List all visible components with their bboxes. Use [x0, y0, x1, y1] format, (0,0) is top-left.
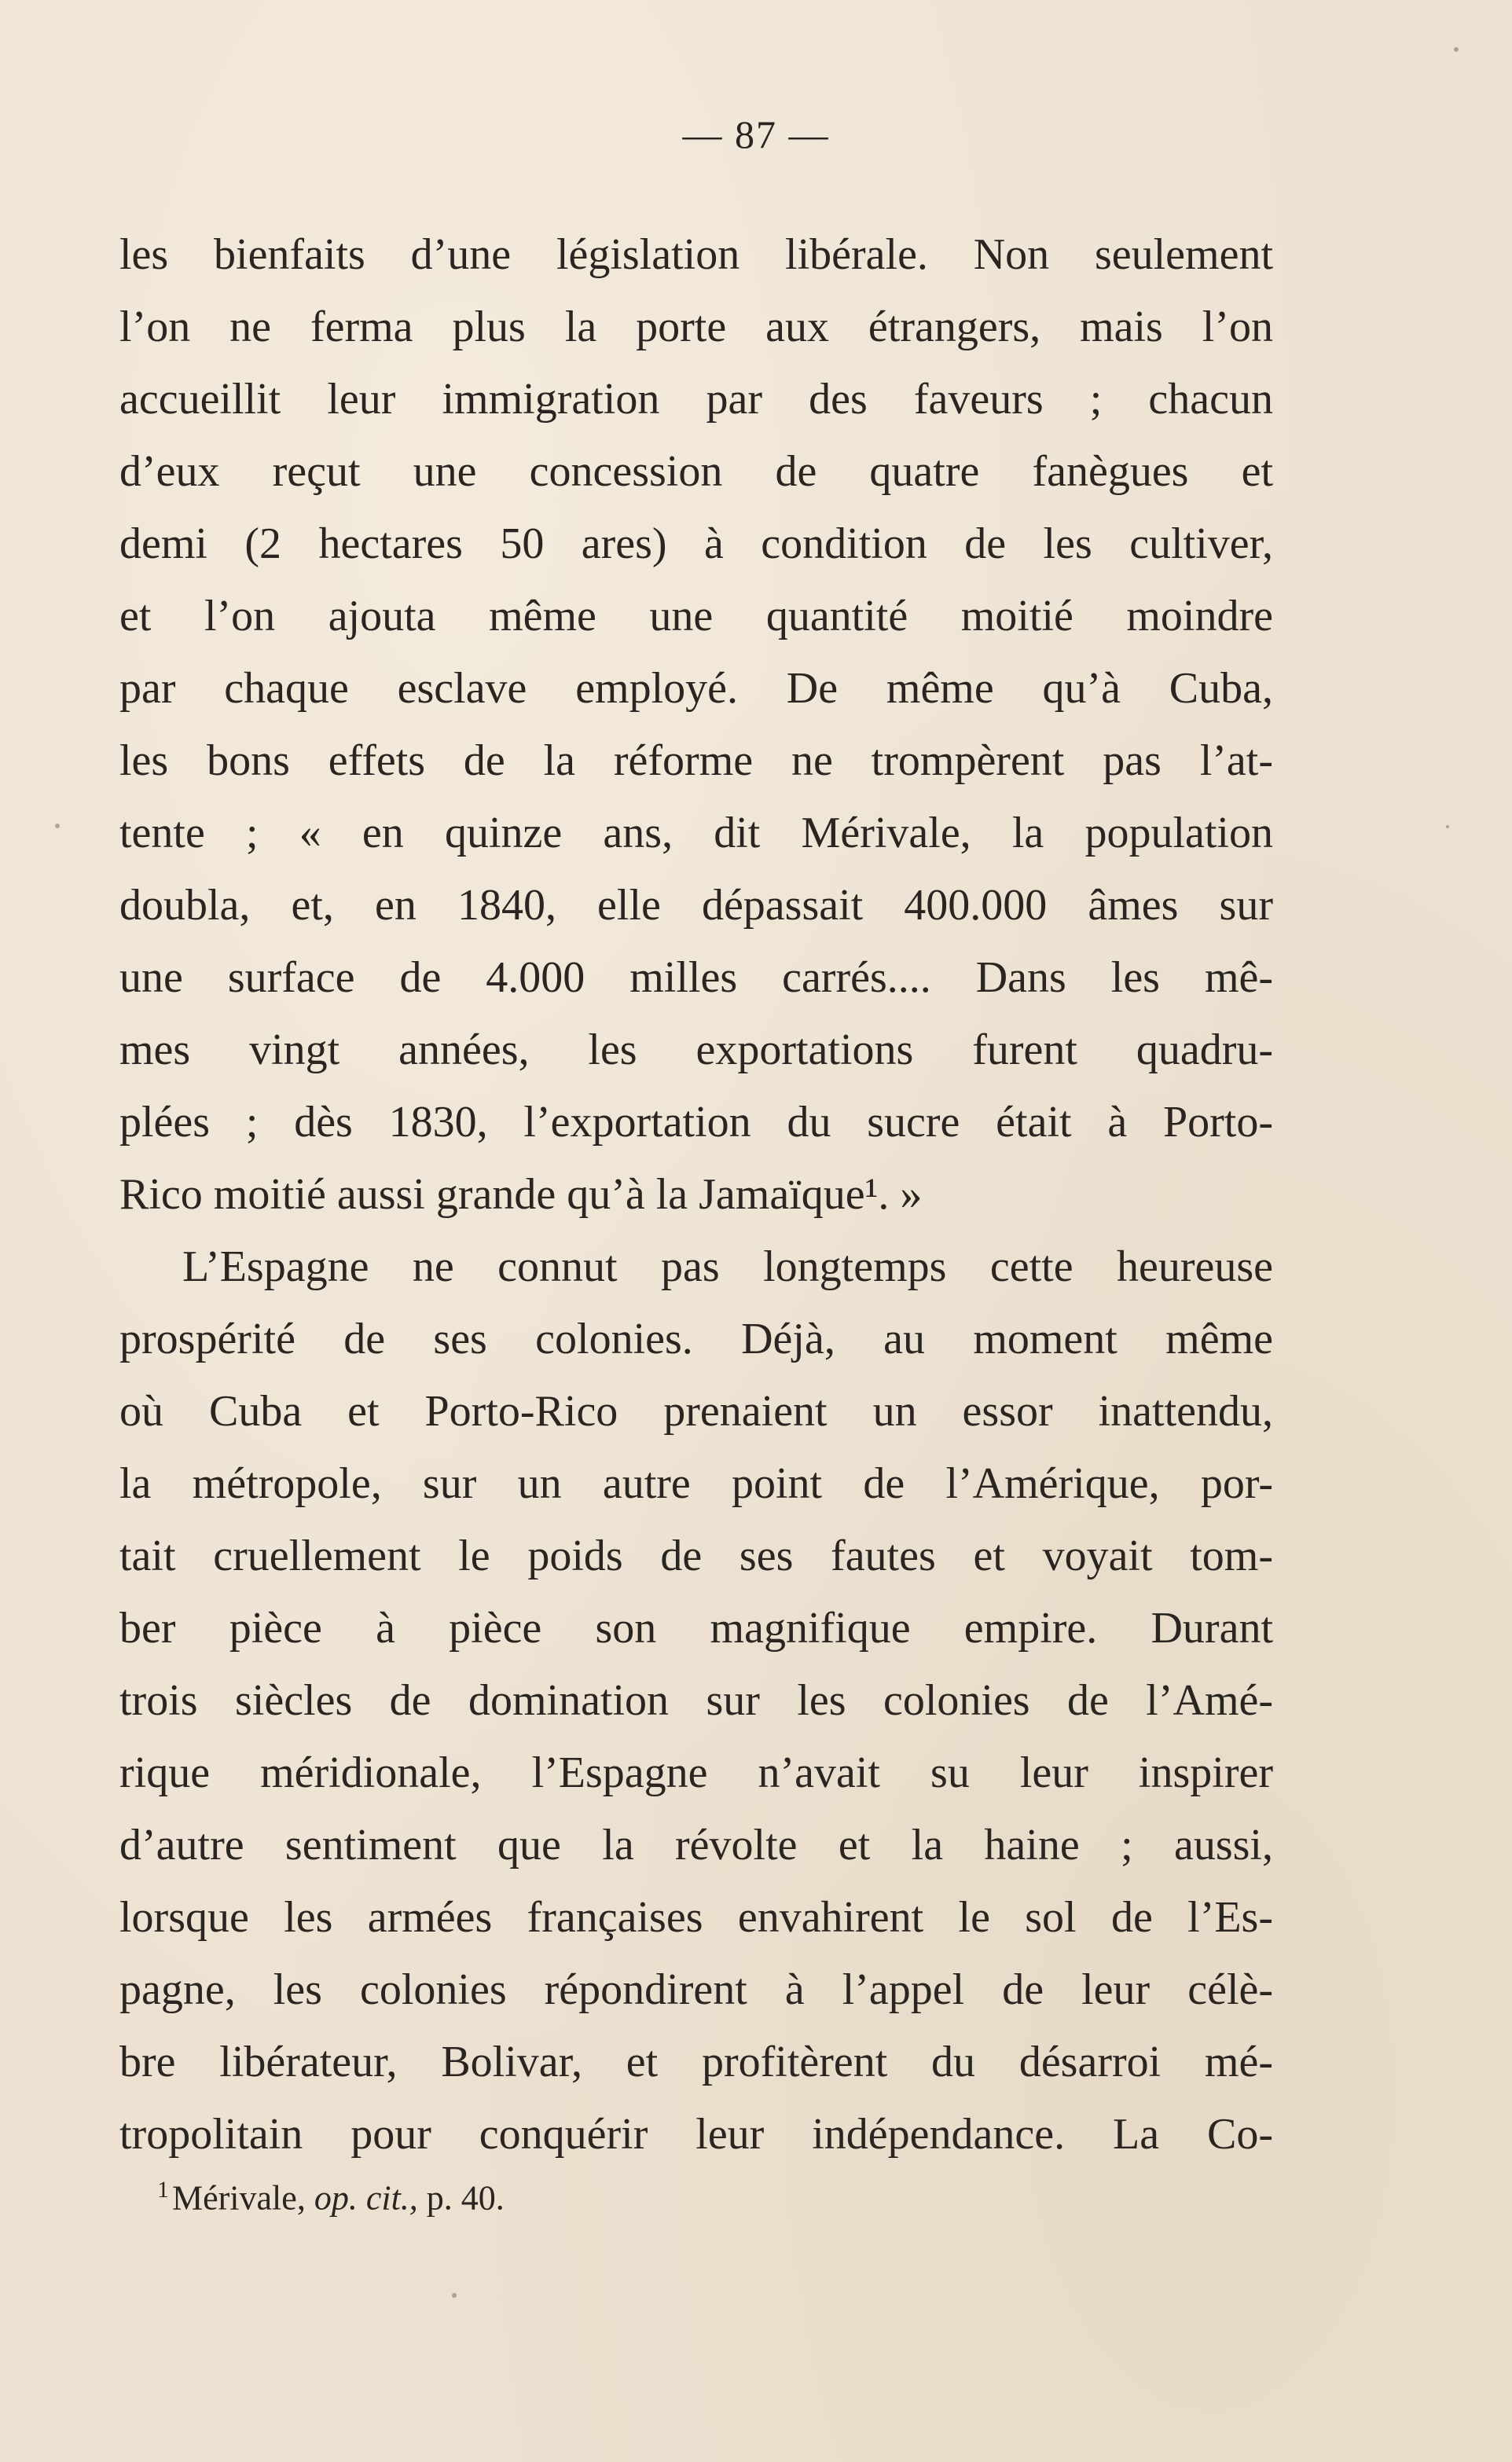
text-line: tait cruellement le poids de ses fautes et voyait tom-: [119, 1532, 1273, 1580]
footnote-work: op. cit.,: [314, 2178, 418, 2218]
text-line: tropolitain pour conquérir leur indépendance. La Co-: [119, 2110, 1273, 2159]
text-line: les bons effets de la réforme ne trompèrent pas l’at-: [119, 736, 1273, 785]
text-line: demi (2 hectares 50 ares) à condition de les cultiver,: [119, 519, 1273, 568]
text-line: ber pièce à pièce son magnifique empire. Durant: [119, 1604, 1273, 1653]
text-line: plées ; dès 1830, l’exportation du sucre était à Porto-: [119, 1098, 1273, 1147]
text-line: trois siècles de domination sur les colonies de l’Amé-: [119, 1676, 1273, 1725]
paper-speck: [55, 824, 60, 828]
text-line: une surface de 4.000 milles carrés.... Dans les mê-: [119, 953, 1273, 1002]
footnote: [157, 2177, 505, 2218]
footnote-page: p. 40.: [426, 2178, 505, 2218]
text-line: accueillit leur immigration par des faveurs ; chacun: [119, 375, 1273, 424]
text-line: prospérité de ses colonies. Déjà, au moment même: [119, 1315, 1273, 1363]
page-number: — 87 —: [682, 112, 830, 156]
text-line: pagne, les colonies répondirent à l’appel de leur célè-: [119, 1965, 1273, 2014]
text-line: et l’on ajouta même une quantité moitié moindre: [119, 592, 1273, 640]
text-line: la métropole, sur un autre point de l’Amérique, por-: [119, 1459, 1273, 1508]
text-line: l’on ne ferma plus la porte aux étrangers, mais l’on: [119, 303, 1273, 351]
text-line: d’autre sentiment que la révolte et la haine ; aussi,: [119, 1821, 1273, 1869]
text-line: par chaque esclave employé. De même qu’à Cuba,: [119, 664, 1273, 713]
text-line: les bienfaits d’une législation libérale. Non seulement: [119, 230, 1273, 279]
text-line: doubla, et, en 1840, elle dépassait 400.000 âmes sur: [119, 881, 1273, 930]
text-line: bre libérateur, Bolivar, et profitèrent du désarroi mé-: [119, 2038, 1273, 2086]
text-line: Rico moitié aussi grande qu’à la Jamaïque¹. »: [119, 1170, 923, 1219]
text-line: d’eux reçut une concession de quatre fanègues et: [119, 447, 1273, 496]
footnote-author: Mérivale,: [172, 2178, 306, 2218]
paper-speck: [1454, 47, 1459, 52]
text-line: où Cuba et Porto-Rico prenaient un essor inattendu,: [119, 1387, 1273, 1436]
body-text: [119, 218, 1273, 2170]
paper-speck: [1446, 825, 1449, 828]
text-line: rique méridionale, l’Espagne n’avait su leur inspirer: [119, 1748, 1273, 1797]
footnote-marker: 1: [157, 2177, 169, 2203]
text-line: tente ; « en quinze ans, dit Mérivale, la population: [119, 809, 1273, 857]
text-line: lorsque les armées françaises envahirent le sol de l’Es-: [119, 1893, 1273, 1942]
text-line: L’Espagne ne connut pas longtemps cette heureuse: [182, 1242, 1273, 1291]
text-line: mes vingt années, les exportations furent quadru-: [119, 1026, 1273, 1074]
paper-speck: [452, 2293, 457, 2298]
